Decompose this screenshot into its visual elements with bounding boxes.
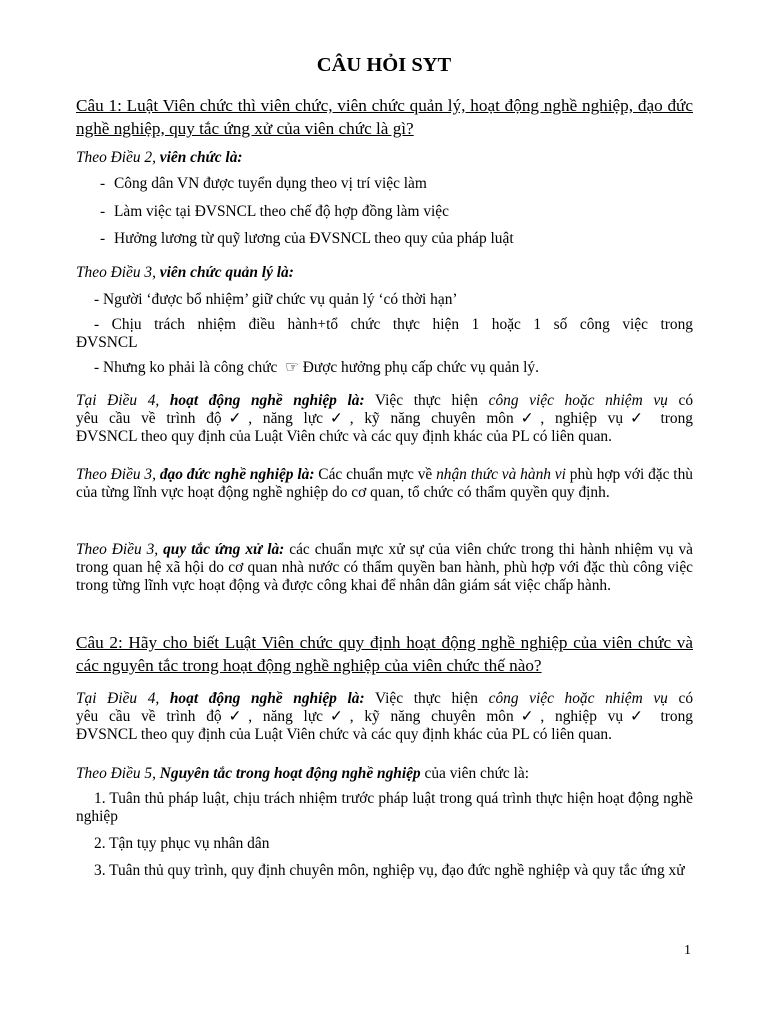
- list-item: - Công dân VN được tuyển dụng theo vị trí việc làm: [100, 175, 427, 192]
- list-item: 2. Tận tụy phục vụ nhân dân: [94, 835, 270, 852]
- hoat-dong-nghe-nghiep-paragraph: [76, 690, 693, 744]
- list-item: - Người ‘được bổ nhiệm’ giữ chức vụ quản lý ‘có thời hạn’: [94, 291, 458, 308]
- list-item: 1. Tuân thủ pháp luật, chịu trách nhiệm trước pháp luật trong quá trình thực hiện hoạt động nghề nghiệp: [76, 790, 693, 825]
- article-reference: Theo Điều 2,: [76, 149, 160, 166]
- paragraph-line: yêu cầu về trình độ✓, năng lực✓, kỹ năng chuyên môn✓, nghiệp vụ✓ trong: [76, 708, 693, 725]
- defined-term: viên chức quản lý là:: [159, 264, 294, 281]
- page-number: 1: [684, 943, 691, 958]
- paragraph-line: yêu cầu về trình độ✓, năng lực✓, kỹ năng chuyên môn✓, nghiệp vụ✓ trong: [76, 410, 693, 427]
- dao-duc-nghe-nghiep-paragraph: Theo Điều 3, đạo đức nghề nghiệp là: Các chuẩn mực về nhận thức và hành vi phù hợp với đặc thù của từng lĩnh vực hoạt động nghề nghiệp do cơ quan, tổ chức có thẩm quyền quy định.: [76, 466, 693, 501]
- list-item: - Chịu trách nhiệm điều hành+tổ chức thực hiện 1 hoặc 1 số công việc trong: [94, 316, 693, 333]
- paragraph-line: ĐVSNCL theo quy định của Luật Viên chức và các quy định khác của PL có liên quan.: [76, 428, 612, 445]
- list-item: - Nhưng ko phải là công chức ☞ Được hưởng phụ cấp chức vụ quản lý.: [94, 359, 539, 376]
- question-1-heading: Câu 1: Luật Viên chức thì viên chức, viên chức quản lý, hoạt động nghề nghiệp, đạo đức nghề nghiệp, quy tắc ứng xử của viên chức là gì?: [76, 96, 693, 138]
- nguyen-tac-heading: Theo Điều 5, Nguyên tắc trong hoạt động nghề nghiệp của viên chức là:: [76, 765, 529, 782]
- list-item: - Hưởng lương từ quỹ lương của ĐVSNCL theo quy của pháp luật: [100, 230, 514, 247]
- pointing-hand-icon: ☞: [285, 359, 299, 376]
- defined-term: viên chức là:: [159, 149, 243, 166]
- quy-tac-ung-xu-paragraph: Theo Điều 3, quy tắc ứng xử là: các chuẩn mực xử sự của viên chức trong thi hành nhiệm vụ và trong quan hệ xã hội do cơ quan nhà nước có thẩm quyền ban hành, phù hợp với đặc thù công việc trong từng lĩnh vực hoạt động và được công khai để nhân dân giám sát việc chấp hành.: [76, 541, 693, 594]
- list-item: - Làm việc tại ĐVSNCL theo chế độ hợp đồng làm việc: [100, 203, 449, 220]
- paragraph-line: Tại Điều 4, hoạt động nghề nghiệp là: Việc thực hiện công việc hoặc nhiệm vụ có: [76, 690, 694, 707]
- document-title: CÂU HỎI SYT: [316, 54, 452, 76]
- vien-chuc-definition-heading: [76, 149, 693, 167]
- paragraph-line: ĐVSNCL theo quy định của Luật Viên chức và các quy định khác của PL có liên quan.: [76, 726, 612, 743]
- list-item-continuation: ĐVSNCL: [76, 334, 138, 351]
- paragraph-line: Tại Điều 4, hoạt động nghề nghiệp là: Việc thực hiện công việc hoặc nhiệm vụ có: [76, 392, 694, 409]
- question-2-heading: Câu 2: Hãy cho biết Luật Viên chức quy định hoạt động nghề nghiệp của viên chức và các nguyên tắc trong hoạt động nghề nghiệp của viên chức thế nào?: [76, 633, 693, 675]
- vien-chuc-quan-ly-heading: [76, 264, 693, 282]
- hoat-dong-nghe-nghiep-paragraph: [76, 392, 693, 446]
- article-reference: Theo Điều 3,: [76, 264, 160, 281]
- list-item: 3. Tuân thủ quy trình, quy định chuyên môn, nghiệp vụ, đạo đức nghề nghiệp và quy tắc ứng xử: [94, 862, 685, 879]
